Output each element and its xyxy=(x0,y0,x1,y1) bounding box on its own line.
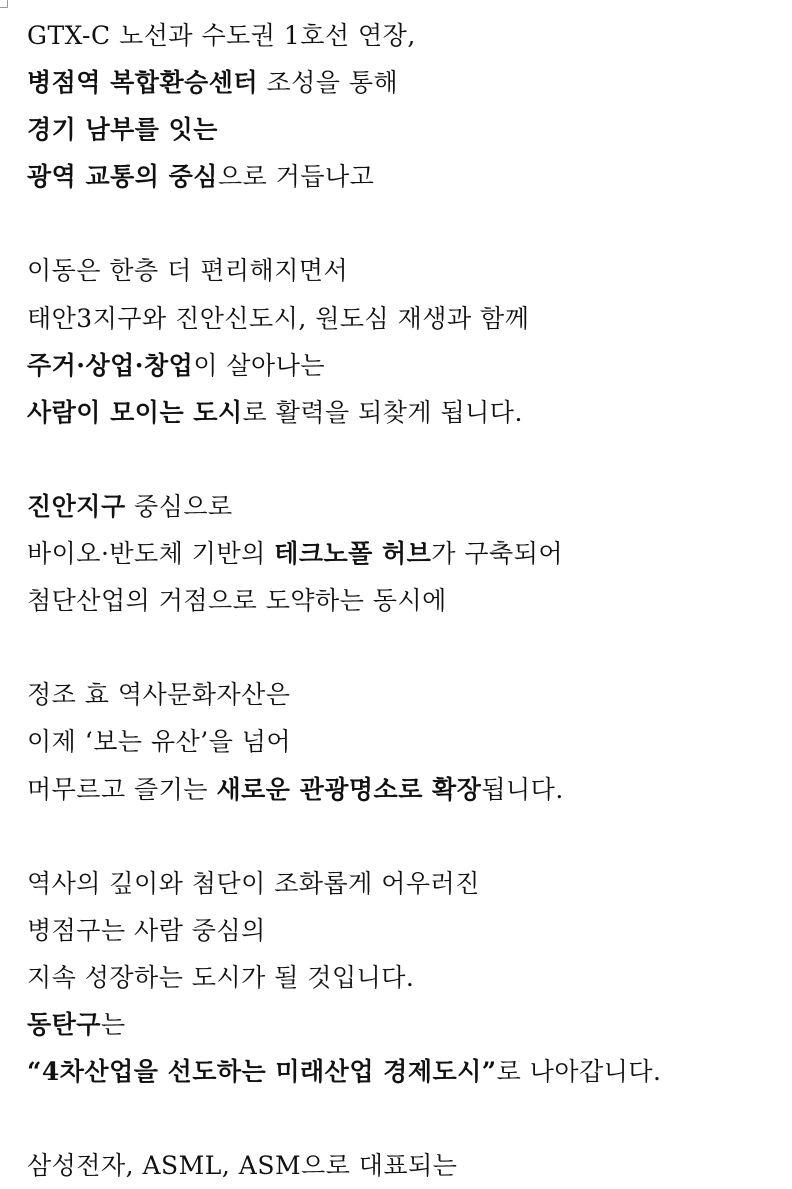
text-line xyxy=(27,1048,787,1095)
blank-line xyxy=(27,624,787,671)
text-line xyxy=(27,671,787,718)
text-line xyxy=(27,954,787,1001)
text-segment: 로 나아갑니다. xyxy=(496,1057,662,1087)
bold-text-segment: “4차산업을 선도하는 미래산업 경제도시” xyxy=(27,1057,497,1087)
text-segment: 삼성전자, ASML, ASM으로 대표되는 xyxy=(27,1151,458,1181)
text-line xyxy=(27,389,787,436)
blank-line xyxy=(27,200,787,247)
bold-text-segment: 사람이 모이는 도시 xyxy=(27,397,243,427)
text-segment: 정조 효 역사문화자산은 xyxy=(27,680,291,710)
text-line xyxy=(27,295,787,342)
text-segment: 로 활력을 되찾게 됩니다. xyxy=(242,397,523,427)
text-line xyxy=(27,1142,787,1189)
text-segment: 지속 성장하는 도시가 될 것입니다. xyxy=(27,962,415,992)
text-segment: GTX-C 노선과 수도권 1호선 연장, xyxy=(27,21,416,50)
text-line xyxy=(27,907,787,954)
text-segment: 이동은 한층 더 편리해지면서 xyxy=(27,256,349,286)
text-line xyxy=(27,247,787,294)
text-segment: 는 xyxy=(100,1009,126,1039)
text-segment: 태안3지구와 진안신도시, 원도심 재생과 함께 xyxy=(27,303,530,333)
blank-line xyxy=(27,1095,787,1142)
text-line xyxy=(27,1001,787,1048)
text-line xyxy=(27,483,787,530)
text-segment: 가 구축되어 xyxy=(431,539,564,569)
text-line xyxy=(27,766,787,813)
text-line xyxy=(27,342,787,389)
text-line xyxy=(27,106,787,153)
text-segment: 병점구는 사람 중심의 xyxy=(27,915,266,945)
text-line xyxy=(27,530,787,577)
text-segment: 중심으로 xyxy=(125,491,233,521)
text-segment: 첨단산업의 거점으로 도약하는 동시에 xyxy=(27,586,447,616)
text-line xyxy=(27,718,787,765)
bold-text-segment: 진안지구 xyxy=(27,491,126,521)
text-line xyxy=(27,860,787,907)
bold-text-segment: 광역 교통의 중심 xyxy=(27,162,218,192)
text-segment: 으로 거듭나고 xyxy=(217,162,375,192)
blank-line xyxy=(27,436,787,483)
document-body xyxy=(27,12,787,1189)
bold-text-segment: 테크노폴 허브 xyxy=(274,539,432,569)
page-corner-mark xyxy=(0,0,8,8)
text-segment: 바이오·반도체 기반의 xyxy=(27,539,275,569)
text-segment: 이 살아나는 xyxy=(193,350,326,380)
bold-text-segment: 동탄구 xyxy=(27,1009,101,1039)
text-line xyxy=(27,59,787,106)
bold-text-segment: 병점역 복합환승센터 xyxy=(27,68,259,98)
text-line xyxy=(27,12,787,59)
text-segment: 역사의 깊이와 첨단이 조화롭게 어우러진 xyxy=(27,868,480,898)
text-line xyxy=(27,577,787,624)
blank-line xyxy=(27,813,787,860)
bold-text-segment: 주거·상업·창업 xyxy=(27,350,194,380)
bold-text-segment: 새로운 관광명소로 확장 xyxy=(216,774,482,804)
text-segment: 머무르고 즐기는 xyxy=(27,774,217,804)
text-segment: 조성을 통해 xyxy=(258,68,399,98)
bold-text-segment: 경기 남부를 잇는 xyxy=(27,115,218,145)
text-segment: 됩니다. xyxy=(481,774,564,804)
text-line xyxy=(27,153,787,200)
text-segment: 이제 ‘보는 유산’을 넘어 xyxy=(27,727,292,757)
